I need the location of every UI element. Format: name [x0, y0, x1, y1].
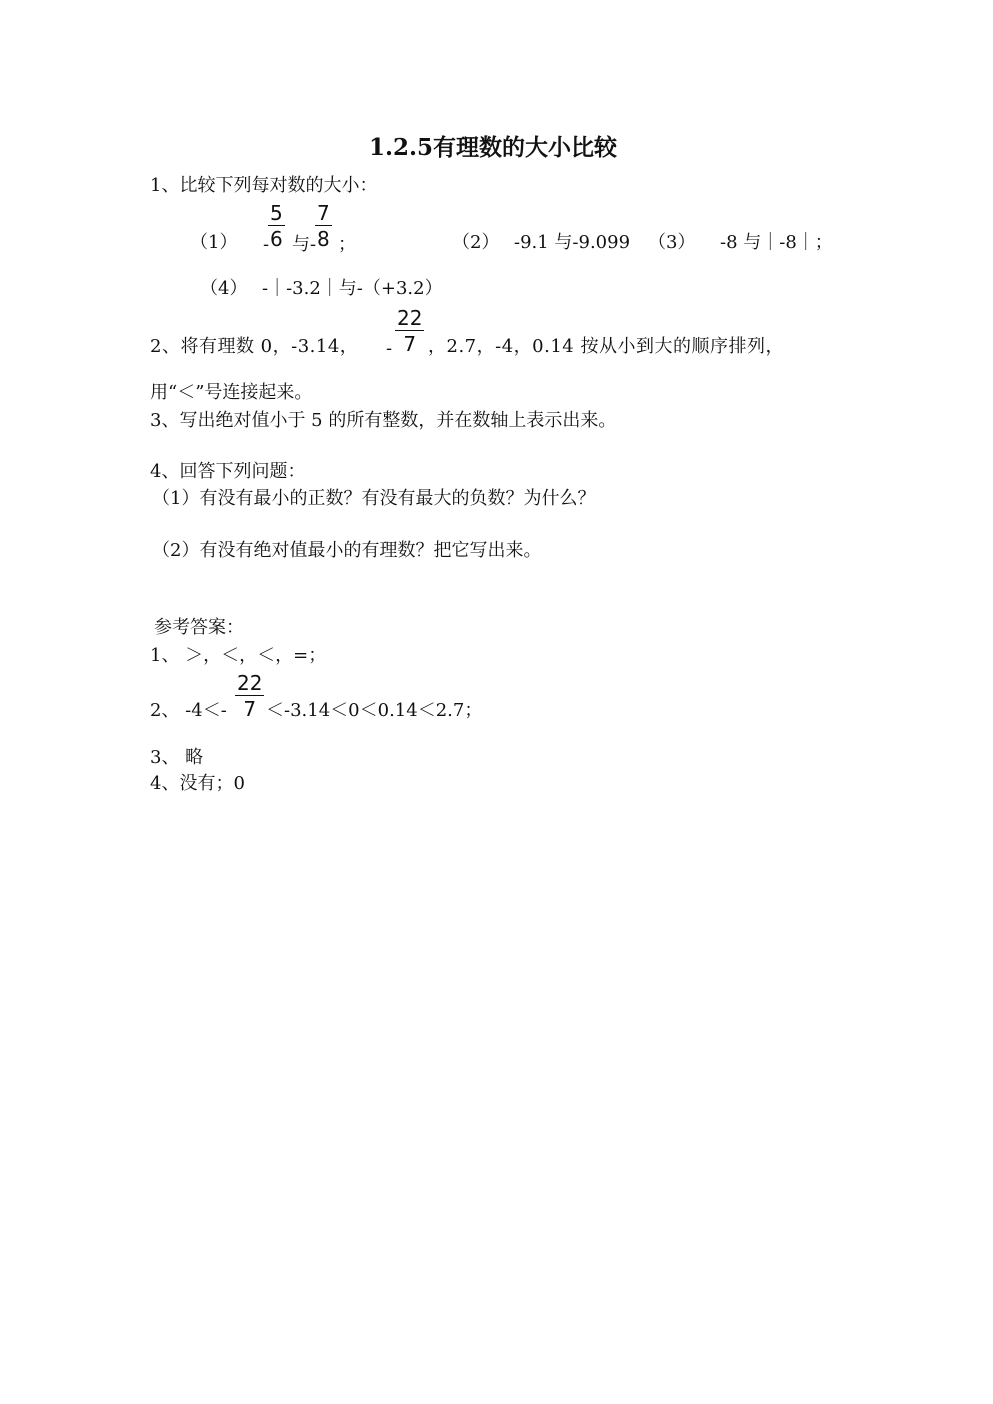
- q2-fraction-denominator: 7: [403, 332, 417, 356]
- answer-2-suffix: ＜-3.14＜0＜0.14＜2.7；: [266, 700, 483, 721]
- answer-1: 1、 ＞，＜，＜，=；: [150, 645, 327, 666]
- answers-heading: 参考答案：: [154, 617, 244, 638]
- q1-fraction-a-numerator: 5: [270, 201, 283, 225]
- answer-2-prefix: 2、 -4＜-: [150, 700, 227, 721]
- answer-2-fraction-denominator: 7: [243, 697, 257, 721]
- q1-part2-label: （2）: [452, 232, 500, 253]
- q1-part2-text: -9.1 与-9.099: [514, 232, 631, 253]
- q2-frac-sign: -: [386, 338, 393, 359]
- q4-sub1: （1）有没有最小的正数？有没有最大的负数？为什么？: [152, 488, 596, 509]
- q1-fraction-a-denominator: 6: [270, 227, 283, 251]
- q1-part4-text: -｜-3.2｜与-（+3.2）: [262, 278, 443, 299]
- answer-4: 4、没有；0: [150, 773, 245, 794]
- answer-3: 3、 略: [150, 747, 204, 768]
- question-1-stem: 1、比较下列每对数的大小：: [150, 175, 378, 196]
- q2-fraction: [395, 308, 424, 354]
- answer-2-fraction: [235, 673, 264, 719]
- q1-part3-label: （3）: [648, 232, 696, 253]
- q2-prefix: 2、将有理数 0，-3.14，: [150, 336, 359, 357]
- q1-part1-label: （1）: [190, 232, 238, 253]
- q1-fraction-b-denominator: 8: [317, 227, 330, 251]
- q2-suffix: ，2.7，-4，0.14 按从小到大的顺序排列，: [428, 336, 784, 357]
- page-title: 1.2.5有理数的大小比较: [369, 134, 618, 161]
- q2-line2: 用“＜”号连接起来。: [150, 382, 313, 403]
- q1-fraction-b-numerator: 7: [317, 201, 330, 225]
- q1-part1-end: ；: [338, 234, 356, 255]
- q1-frac-b-sign: -: [310, 234, 317, 255]
- q1-fraction-b: [315, 203, 332, 249]
- q1-part3-text: -8 与｜-8｜；: [720, 232, 833, 253]
- q2-fraction-numerator: 22: [397, 306, 423, 330]
- q1-frac-a-sign: -: [263, 234, 270, 255]
- q1-part4-label: （4）: [200, 278, 248, 299]
- question-4-stem: 4、回答下列问题：: [150, 461, 306, 482]
- q1-joiner: 与: [292, 234, 310, 255]
- q4-sub2: （2）有没有绝对值最小的有理数？把它写出来。: [152, 540, 542, 561]
- answer-2-fraction-numerator: 22: [237, 671, 263, 695]
- q1-fraction-a: [268, 203, 285, 249]
- question-3: 3、写出绝对值小于 5 的所有整数，并在数轴上表示出来。: [150, 410, 617, 431]
